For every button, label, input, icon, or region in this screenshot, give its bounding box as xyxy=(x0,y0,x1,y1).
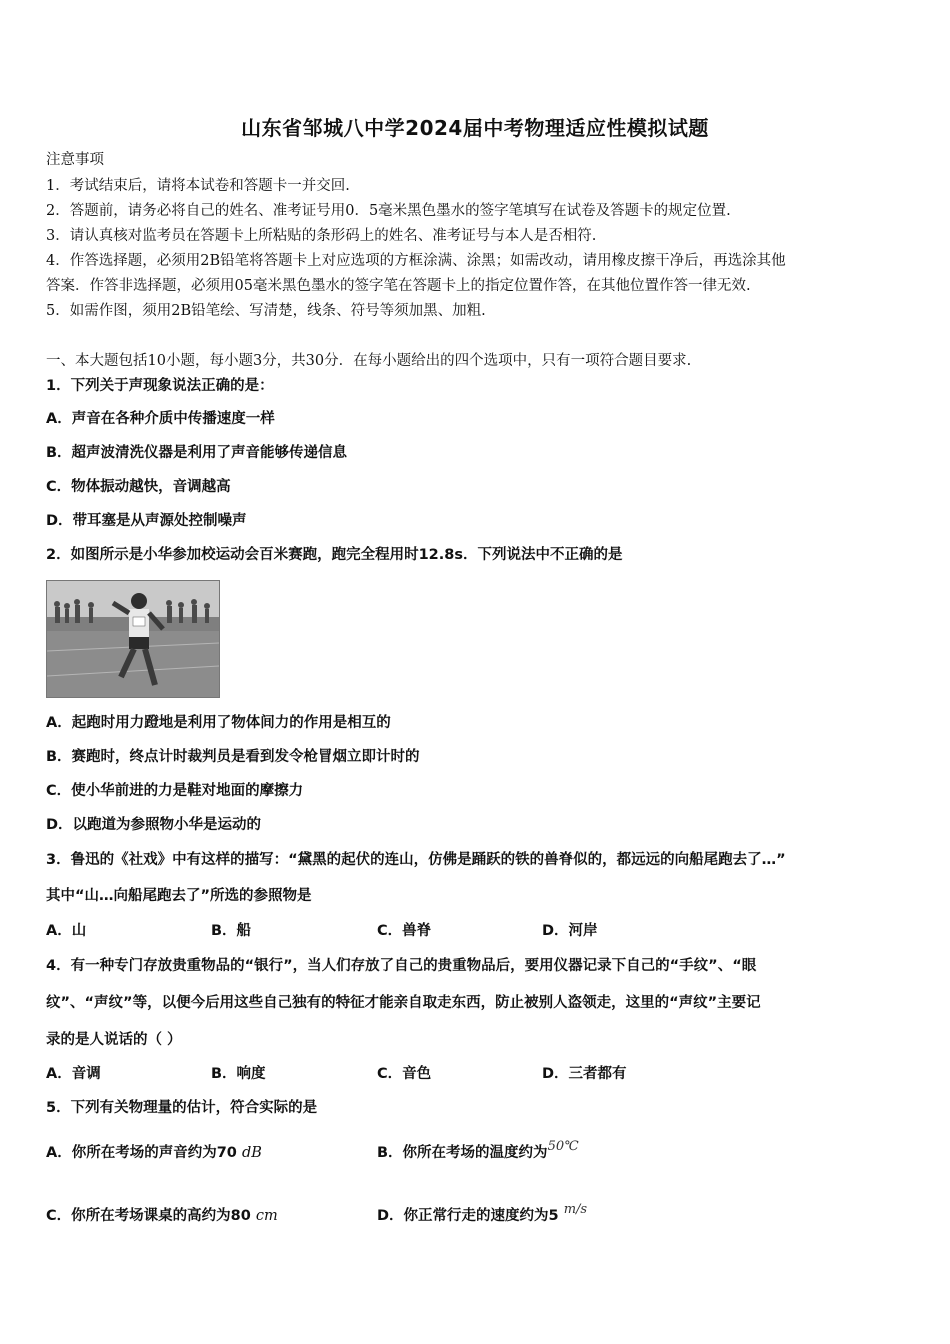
question-3-option-d: D．河岸 xyxy=(542,923,598,939)
question-4-option-b: B．响度 xyxy=(211,1066,266,1082)
unit-temperature: 50℃ xyxy=(547,1139,579,1154)
question-5-option-d-text: D．你正常行走的速度约为5 xyxy=(377,1208,564,1224)
question-2-option-c: C．使小华前进的力是鞋对地面的摩擦力 xyxy=(46,783,304,799)
question-5-stem: 5．下列有关物理量的估计，符合实际的是 xyxy=(46,1100,318,1116)
unit-centimeter: cm xyxy=(255,1208,278,1224)
notice-item: 3．请认真核对监考员在答题卡上所粘贴的条形码上的姓名、准考证号与本人是否相符. xyxy=(46,228,597,244)
unit-decibel: dB xyxy=(241,1145,262,1161)
notice-item: 4．作答选择题，必须用2B铅笔将答题卡上对应选项的方框涂满、涂黑；如需改动，请用橡皮擦干净后，再选涂其他 xyxy=(46,253,786,269)
question-3-option-c: C．兽脊 xyxy=(377,923,432,939)
notice-item: 2．答题前，请务必将自己的姓名、准考证号用0．5毫米黑色墨水的签字笔填写在试卷及答题卡的规定位置. xyxy=(46,203,731,219)
question-1-option-c: C．物体振动越快，音调越高 xyxy=(46,479,231,495)
question-4-option-d: D．三者都有 xyxy=(542,1066,627,1082)
question-2-option-b: B．赛跑时，终点计时裁判员是看到发令枪冒烟立即计时的 xyxy=(46,749,420,765)
question-5-option-c xyxy=(46,1206,278,1226)
question-3-option-a: A．山 xyxy=(46,923,87,939)
question-2-option-d: D．以跑道为参照物小华是运动的 xyxy=(46,817,262,833)
page-title: 山东省邹城八中学2024届中考物理适应性模拟试题 xyxy=(241,116,709,140)
question-5-option-a xyxy=(46,1143,262,1163)
notice-item: 5．如需作图，须用2B铅笔绘、写清楚，线条、符号等须加黑、加粗. xyxy=(46,303,486,319)
question-1-option-d: D．带耳塞是从声源处控制噪声 xyxy=(46,513,247,529)
question-1-option-b: B．超声波清洗仪器是利用了声音能够传递信息 xyxy=(46,445,348,461)
question-5-option-d xyxy=(377,1202,588,1227)
question-5-option-a-text: A．你所在考场的声音约为70 xyxy=(46,1145,242,1161)
question-5-option-b-text: B．你所在考场的温度约为 xyxy=(377,1145,548,1161)
question-1-stem: 1．下列关于声现象说法正确的是： xyxy=(46,378,274,394)
question-3-option-b: B．船 xyxy=(211,923,252,939)
question-4-option-c: C．音色 xyxy=(377,1066,432,1082)
question-4-option-a: A．音调 xyxy=(46,1066,101,1082)
question-4-stem-continued: 录的是人说话的（ ） xyxy=(46,1032,182,1048)
notice-heading: 注意事项 xyxy=(46,152,104,168)
question-3-stem: 3．鲁迅的《社戏》中有这样的描写：“黛黑的起伏的连山，仿佛是踊跃的铁的兽脊似的，都远远的向船尾跑去了…” xyxy=(46,852,786,868)
runner-photo xyxy=(46,580,220,698)
notice-item: 答案．作答非选择题，必须用05毫米黑色墨水的签字笔在答题卡上的指定位置作答，在其他位置作答一律无效. xyxy=(46,278,751,294)
runner-photo-illustration xyxy=(47,581,219,697)
unit-speed: m/s xyxy=(563,1202,588,1217)
question-2-option-a: A．起跑时用力蹬地是利用了物体间力的作用是相互的 xyxy=(46,715,391,731)
question-1-option-a: A．声音在各种介质中传播速度一样 xyxy=(46,411,275,427)
notice-item: 1．考试结束后，请将本试卷和答题卡一并交回. xyxy=(46,178,350,194)
section-heading: 一、本大题包括10小题，每小题3分，共30分．在每小题给出的四个选项中，只有一项符合题目要求. xyxy=(46,353,692,369)
question-5-option-c-text: C．你所在考场课桌的高约为80 xyxy=(46,1208,256,1224)
question-4-stem-continued: 纹”、“声纹”等，以便今后用这些自己独有的特征才能亲自取走东西，防止被别人盗领走，这里的“声纹”主要记 xyxy=(46,995,761,1011)
question-2-stem: 2．如图所示是小华参加校运动会百米赛跑，跑完全程用时12.8s．下列说法中不正确的是 xyxy=(46,547,623,563)
question-5-option-b xyxy=(377,1139,579,1164)
question-3-stem-continued: 其中“山…向船尾跑去了”所选的参照物是 xyxy=(46,888,312,904)
question-4-stem: 4．有一种专门存放贵重物品的“银行”，当人们存放了自己的贵重物品后，要用仪器记录下自己的“手纹”、“眼 xyxy=(46,958,757,974)
